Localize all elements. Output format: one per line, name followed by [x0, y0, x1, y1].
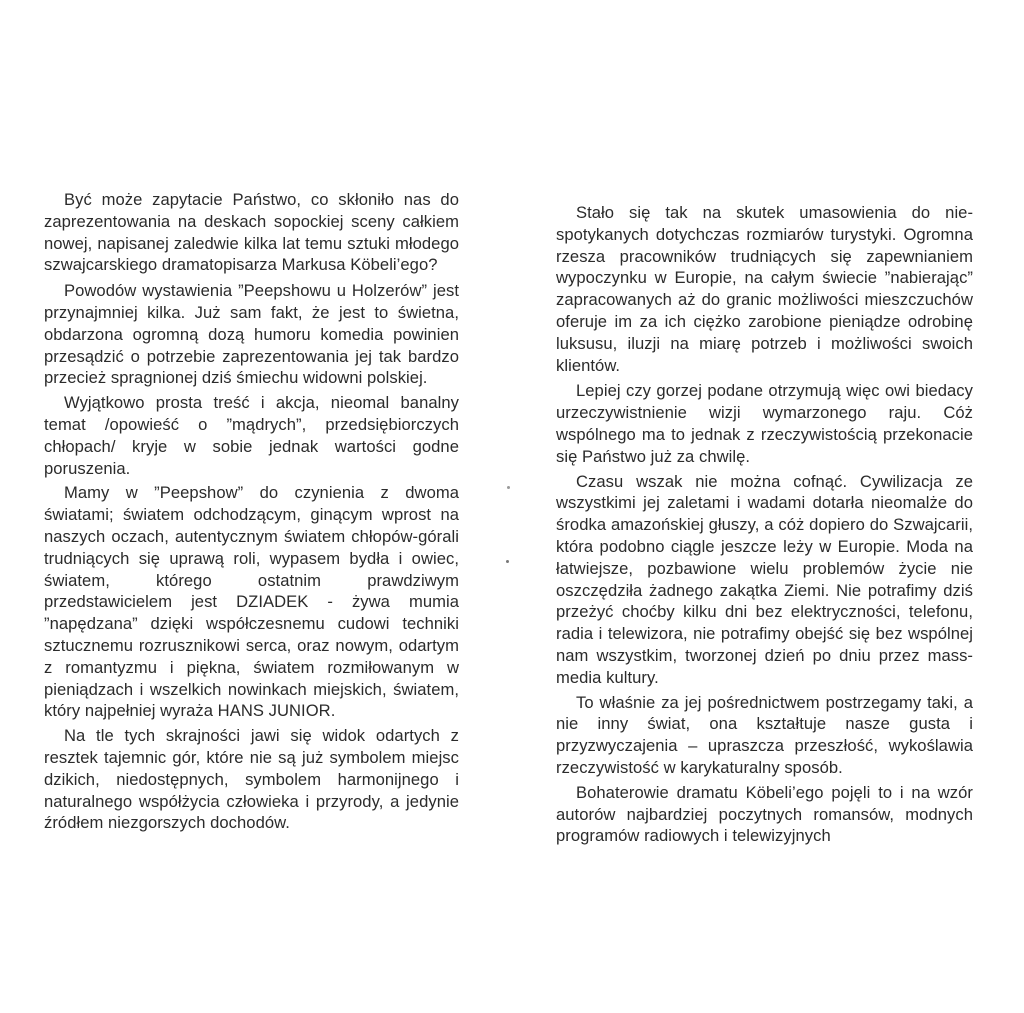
paragraph: Być może zapytacie Państwo, co skłoniło nas do zaprezentowania na deskach sopockiej sceny całkiem nowej, napisanej zaledwie kilka lat temu sztuki młodego szwajcarskiego dramatopisarza Markusa Köbeli’ego?	[44, 190, 459, 275]
print-speck	[506, 560, 509, 563]
paragraph: Czasu wszak nie można cofnąć. Cywilizacja ze wszystkimi jej zaletami i wadami dotarła nieomalże do środka amazońskiej głuszy, a cóż dopiero do Szwajcarii, która podobno ciągle jeszcze leży w Europie. Moda na łatwiejsze, pozbawione wielu problemów życie nie oszczędziła żadnego zakątka Ziemi. Nie potrafimy dziś przeżyć choćby kilku dni bez elektryczności, telefonu, radia i telewizora, nie potrafimy obejść się bez wspólnej nam wszystkim, tworzonej dzień po dniu przez mass-media kultury.	[556, 471, 973, 687]
paragraph: Mamy w ”Peepshow” do czynienia z dwoma światami; światem odchodzącym, ginącym wprost na naszych oczach, autentycznym światem chłopów-górali trudniących się uprawą roli, wypasem bydła i owiec, światem, którego ostatnim prawdziwym przedstawicielem jest DZIADEK - żywa mumia ”napędzana” dzięki współczesnemu cudowi techniki sztucznemu rozrusznikowi serca, oraz nowym, odartym z romantyzmu i piękna, światem rozmiłowanym w pieniądzach i wszelkich nowinkach miejskich, światem, który najpełniej wyraża HANS JUNIOR.	[44, 483, 459, 721]
print-speck	[507, 486, 510, 489]
paragraph: Wyjątkowo prosta treść i akcja, nieomal banalny temat /opowieść o ”mądrych”, przedsiębiorczych chłopach/ kryje w sobie jednak wartości godne poruszenia.	[44, 393, 459, 478]
paragraph: Lepiej czy gorzej podane otrzymują więc owi biedacy urzeczywistnienie wizji wymarzonego raju. Cóż wspólnego ma to jednak z rzeczywistością przekonacie się Państwo już za chwilę.	[556, 381, 973, 466]
right-text-column	[556, 202, 973, 850]
paragraph: Bohaterowie dramatu Köbeli’ego pojęli to i na wzór autorów najbardziej poczytnych romansów, modnych programów radiowych i telewizyjnych	[556, 782, 973, 846]
left-text-column	[44, 189, 459, 837]
paragraph: To właśnie za jej pośrednictwem postrzegamy taki, a nie inny świat, ona kształtuje nasze gusta i przyzwyczajenia – upraszcza przeszłość, wykoślawia rzeczywistość w karykaturalny sposób.	[556, 692, 973, 777]
paragraph: Stało się tak na skutek umasowienia do niespotykanych dotychczas rozmiarów turystyki. Ogromna rzesza pracowników trudniących się zapewnianiem wypoczynku w Europie, na całym świecie ”nabierając” zapracowanych aż do granic możliwości mieszczuchów oferuje im za ich ciężko zarobione pieniądze odrobinę luksusu, iluzji na miarę potrzeb i możliwości swoich klientów.	[556, 203, 973, 375]
paragraph: Powodów wystawienia ”Peepshowu u Holzerów” jest przynajmniej kilka. Już sam fakt, że jest to świetna, obdarzona ogromną dozą humoru komedia powinien przesądzić o potrzebie zaprezentowania jej tak bardzo przecież spragnionej dziś śmiechu widowni polskiej.	[44, 281, 459, 388]
paragraph: Na tle tych skrajności jawi się widok odartych z resztek tajemnic gór, które nie są już symbolem miejsc dzikich, niedostępnych, symbolem harmonijnego i naturalnego współżycia człowieka i przyrody, a jedynie źródłem niezgorszych dochodów.	[44, 726, 459, 833]
